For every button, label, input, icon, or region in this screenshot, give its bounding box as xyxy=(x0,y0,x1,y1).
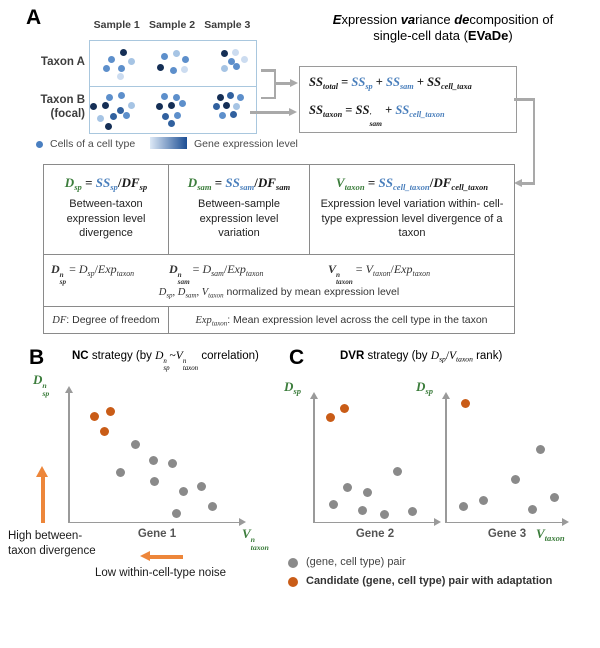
vtaxon-formula: $V_{taxon} = SS_{cell\_taxon}/DF_{cell\_taxon}$ xyxy=(335,175,489,192)
gene2-x-axis-arrowhead xyxy=(434,518,441,526)
df-definition: DF: Degree of freedom xyxy=(52,314,160,326)
high-divergence-label-line1: High between- xyxy=(8,530,83,542)
connector-bottom-segment xyxy=(521,182,534,185)
cell-dot xyxy=(227,92,234,99)
cell-dot xyxy=(123,112,130,119)
gene-pair-point xyxy=(459,502,468,511)
gene3-x-axis-arrowhead xyxy=(562,518,569,526)
high-divergence-label xyxy=(8,529,96,558)
gene-pair-point xyxy=(168,459,177,468)
candidate-pair-point xyxy=(106,407,115,416)
gene-pair-point xyxy=(528,505,537,514)
gene-pair-point xyxy=(131,440,140,449)
vtaxon-column xyxy=(309,165,514,254)
cell-dot xyxy=(221,50,228,57)
cell-dot xyxy=(232,49,239,56)
cell-dot xyxy=(117,73,124,80)
cell-dot xyxy=(237,94,244,101)
candidate-pair-point xyxy=(90,412,99,421)
cell-dot xyxy=(173,50,180,57)
cell-legend-dot xyxy=(36,141,43,148)
gene-pair-point xyxy=(408,507,417,516)
gene-pair-point xyxy=(358,506,367,515)
high-divergence-arrow-shaft xyxy=(41,477,46,523)
cell-dot xyxy=(233,63,240,70)
dvr-scatter-plot-gene3 xyxy=(445,398,563,523)
cell-dot xyxy=(103,65,110,72)
dsam-column xyxy=(168,165,309,254)
cell-dot xyxy=(213,103,220,110)
gradient-legend-label: Gene expression level xyxy=(194,138,298,150)
cell-dot xyxy=(217,94,224,101)
sample-2-header: Sample 2 xyxy=(148,19,196,31)
nc-scatter-plot xyxy=(68,392,240,523)
gene3-scatter-points xyxy=(445,398,563,523)
cell-dots-taxonB-sample1 xyxy=(90,90,138,130)
nc-scatter-points xyxy=(68,392,240,523)
cell-dot xyxy=(161,93,168,100)
cell-dot xyxy=(156,103,163,110)
dsp-normalized-formula: D n sp = $D_{sp}/Exp_{taxon}$ xyxy=(51,262,135,287)
arrow-taxon-head xyxy=(289,108,297,116)
low-noise-arrowhead xyxy=(140,551,150,561)
arrow-total-shaft xyxy=(276,82,290,85)
dsam-formula: $D_{sam} = SS_{sam}/DF_{sam}$ xyxy=(187,175,291,192)
evade-title xyxy=(297,12,589,44)
exp-definition: Exp$_{taxon}$: Mean expression level across the cell type in the taxon xyxy=(168,307,514,334)
taxon-b-line1: Taxon B xyxy=(40,94,85,106)
cell-dot xyxy=(219,112,226,119)
dsp-formula: $D_{sp} = SS_{sp}/DF_{sp}$ xyxy=(64,175,148,192)
nc-y-axis-label: D n sp xyxy=(33,372,50,399)
candidate-pair-point xyxy=(340,404,349,413)
cell-dot xyxy=(168,120,175,127)
cell-dot xyxy=(221,65,228,72)
cell-dot xyxy=(181,66,188,73)
cell-dot xyxy=(161,53,168,60)
cell-dot xyxy=(233,103,240,110)
dvr-scatter-plot-gene2 xyxy=(313,398,435,523)
panel-b-label: B xyxy=(29,346,45,369)
decomposition-box xyxy=(43,164,515,334)
gene2-label: Gene 2 xyxy=(355,528,395,540)
cell-dot xyxy=(182,56,189,63)
cell-dot xyxy=(118,92,125,99)
dvr-plot1-y-axis-label: $D_{sp}$ xyxy=(284,379,302,396)
gene-pair-point xyxy=(479,496,488,505)
decomposition-row-definitions xyxy=(44,165,514,254)
gene-pair-point xyxy=(343,483,352,492)
taxon-b-line2: (focal) xyxy=(50,108,85,120)
gene-pair-point xyxy=(511,475,520,484)
arrow-total-head xyxy=(290,79,298,87)
vtaxon-description: Expression level variation within- cell-type expression level divergence of a taxon xyxy=(320,198,504,239)
cell-dot xyxy=(128,102,135,109)
ss-formula-box xyxy=(299,66,517,133)
cell-dot xyxy=(128,58,135,65)
gene-pair-point xyxy=(197,482,206,491)
cell-dot xyxy=(102,102,109,109)
cell-dot xyxy=(174,112,181,119)
gene-pair-point xyxy=(179,487,188,496)
cell-dot xyxy=(117,107,124,114)
cell-dot xyxy=(168,102,175,109)
nc-x-axis-arrowhead xyxy=(239,518,246,526)
gene-pair-point xyxy=(329,500,338,509)
high-divergence-arrowhead xyxy=(36,466,48,477)
taxon-b-row-label xyxy=(23,93,85,121)
cell-dot xyxy=(223,102,230,109)
dsp-column xyxy=(44,165,168,254)
cell-dot xyxy=(162,113,169,120)
dsp-description: Between-taxon expression level divergence xyxy=(66,198,146,239)
cell-dot xyxy=(157,64,164,71)
cell-dots-taxonA-sample1 xyxy=(99,46,147,86)
panel-a-label: A xyxy=(26,6,42,29)
cell-dot xyxy=(179,100,186,107)
sample-1-header: Sample 1 xyxy=(93,19,140,31)
cell-dot xyxy=(120,49,127,56)
cell-dot xyxy=(97,115,104,122)
cell-dot xyxy=(173,94,180,101)
abbreviation-row xyxy=(44,306,514,334)
gene-pair-point xyxy=(208,502,217,511)
expression-gradient-bar xyxy=(150,137,187,149)
cell-dots-taxonB-sample3 xyxy=(208,90,256,130)
candidate-pair-point xyxy=(461,399,470,408)
low-noise-arrow-shaft xyxy=(150,555,183,560)
gene-pair-point xyxy=(380,510,389,519)
ss-total-formula: $SS_{total} = SS_{sp} + SS_{sam} + SS_{cell\_taxa}$ xyxy=(309,75,472,91)
bracket-bottom-stub xyxy=(261,97,276,100)
gene-pair-point xyxy=(150,477,159,486)
candidate-point-legend-label: Candidate (gene, cell type) pair with adaptation xyxy=(306,575,553,587)
cell-dots-taxonA-sample3 xyxy=(211,46,259,86)
gene-pair-point xyxy=(393,467,402,476)
cell-dots-taxonA-sample2 xyxy=(155,46,203,86)
candidate-point-legend-dot xyxy=(288,577,298,587)
gene3-label: Gene 3 xyxy=(487,528,527,540)
nc-strategy-title: NC strategy (by D n sp ~V n taxon correlation) xyxy=(72,350,259,372)
gray-point-legend-label: (gene, cell type) pair xyxy=(306,556,406,568)
high-divergence-label-line2: taxon divergence xyxy=(8,544,96,557)
normalized-caption: $D_{sp}$, $D_{sam}$, $V_{taxon}$ normalized by mean expression level xyxy=(158,286,400,300)
cell-dot xyxy=(106,94,113,101)
cell-dots-taxonB-sample2 xyxy=(150,90,198,130)
evade-title-line2: single-cell data (EVaDe) xyxy=(373,28,513,43)
vtaxon-normalized-formula: V n taxon = $V_{taxon}/Exp_{taxon}$ xyxy=(328,262,431,287)
taxon-a-row-label: Taxon A xyxy=(40,56,85,68)
gene-pair-point xyxy=(550,493,559,502)
gene-pair-point xyxy=(149,456,158,465)
cell-legend-label: Cells of a cell type xyxy=(50,138,136,150)
dvr-plot2-y-axis-label: $D_{sp}$ xyxy=(416,379,434,396)
candidate-pair-point xyxy=(326,413,335,422)
dvr-strategy-title: DVR strategy (by $D_{sp}/V_{taxon}$ rank) xyxy=(340,350,503,364)
dsam-normalized-formula: D n sam = $D_{sam}/Exp_{taxon}$ xyxy=(169,262,264,287)
sample-3-header: Sample 3 xyxy=(204,19,251,31)
evade-title-line1: Expression variance decomposition of xyxy=(332,12,554,27)
connector-vertical-segment xyxy=(533,98,536,185)
gene1-label: Gene 1 xyxy=(137,528,177,540)
ss-taxon-formula: $SS_{taxon}$ = SS ′ sam + $SS_{cell\_taxon}$ xyxy=(309,103,445,128)
gene-pair-point xyxy=(363,488,372,497)
cell-dot xyxy=(241,56,248,63)
normalized-row xyxy=(44,254,514,306)
sample-headers xyxy=(89,19,255,31)
cell-dot xyxy=(108,56,115,63)
low-noise-label: Low within-cell-type noise xyxy=(95,567,227,579)
gene-pair-point xyxy=(536,445,545,454)
cell-dot xyxy=(170,67,177,74)
gene2-scatter-points xyxy=(313,398,435,523)
nc-x-axis-label: V n taxon xyxy=(242,526,269,553)
cell-dot xyxy=(118,65,125,72)
gene-pair-point xyxy=(172,509,181,518)
dvr-x-axis-label: $V_{taxon}$ xyxy=(536,526,565,543)
arrow-taxon-shaft xyxy=(250,111,289,114)
cell-dot xyxy=(230,111,237,118)
dsam-description: Between-sample expression level variation xyxy=(198,198,280,239)
cell-dot xyxy=(105,123,112,130)
panel-c-label: C xyxy=(289,346,305,369)
cell-dot xyxy=(110,113,117,120)
gene-pair-point xyxy=(116,468,125,477)
candidate-pair-point xyxy=(100,427,109,436)
cell-dot xyxy=(90,103,97,110)
gray-point-legend-dot xyxy=(288,558,298,568)
